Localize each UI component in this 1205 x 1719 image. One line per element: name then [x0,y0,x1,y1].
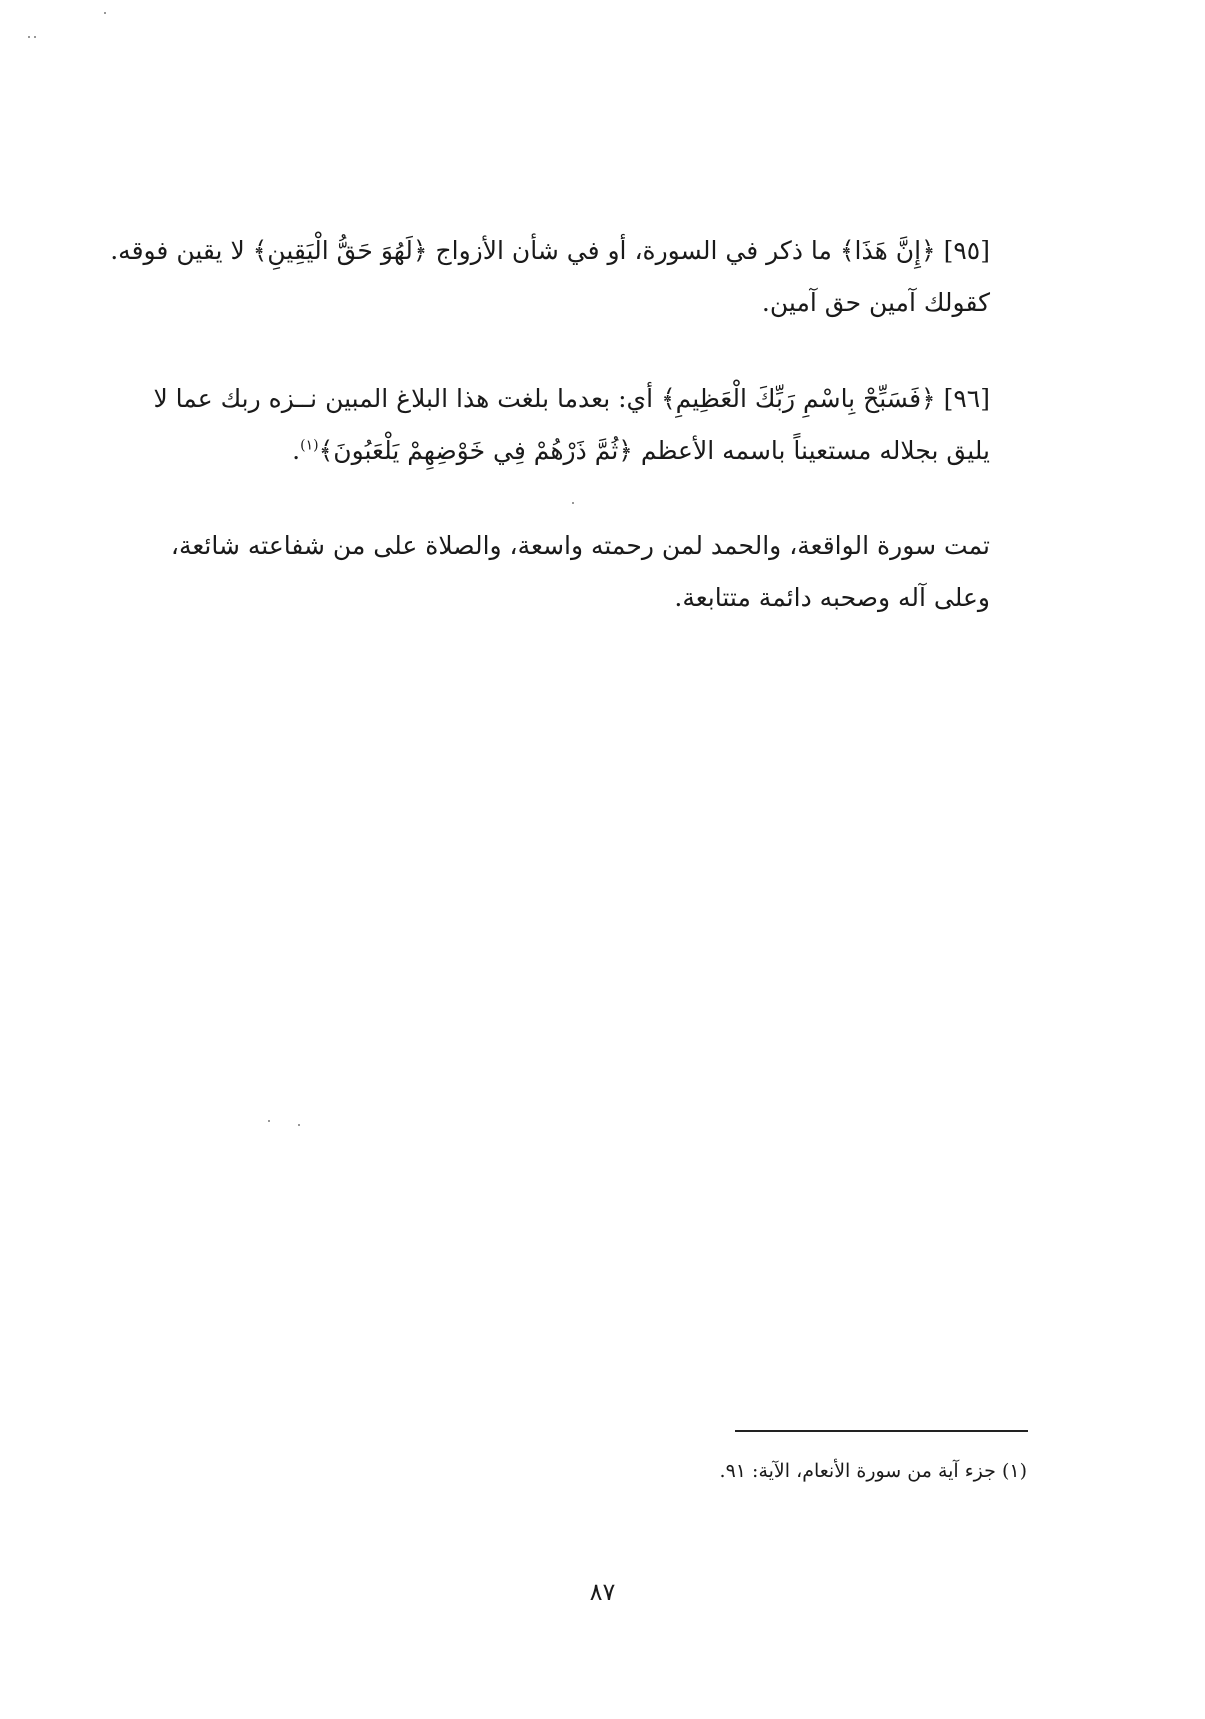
scan-speck [572,502,574,504]
paragraph-verse-96 [110,373,990,477]
page-number: ٨٧ [589,1578,616,1606]
paragraph-closing [110,520,990,624]
footnote-separator [735,1430,1028,1432]
paragraph-end-mark: . [292,436,301,465]
paragraph-text: [٩٦] ﴿فَسَبِّحْ بِاسْمِ رَبِّكَ الْعَظِيمِ﴾ أي: بعدما بلغت هذا البلاغ المبين نــزه ربك عما لا يليق بجلاله مستعيناً باسمه الأعظم ﴿ثُمَّ ذَرْهُمْ فِي خَوْضِهِمْ يَلْعَبُونَ﴾ [153,384,990,465]
footnote: (١) جزء آية من سورة الأنعام، الآية: ٩١. [719,1460,1027,1482]
scan-speck [268,1120,270,1122]
scan-speck [298,1124,300,1126]
scan-speck [28,36,30,38]
paragraph-text: تمت سورة الواقعة، والحمد لمن رحمته واسعة، والصلاة على من شفاعته شائعة، وعلى آله وصحبه دائمة متتابعة. [170,531,990,612]
scan-speck [34,36,36,38]
footnote-reference[interactable]: (١) [300,437,319,454]
scan-speck [104,12,106,14]
paragraph-text: [٩٥] ﴿إِنَّ هَذَا﴾ ما ذكر في السورة، أو في شأن الأزواج ﴿لَهُوَ حَقُّ الْيَقِينِ﴾ لا يقين فوقه. كقولك آمين حق آمين. [110,236,990,317]
paragraph-verse-95 [110,225,990,329]
